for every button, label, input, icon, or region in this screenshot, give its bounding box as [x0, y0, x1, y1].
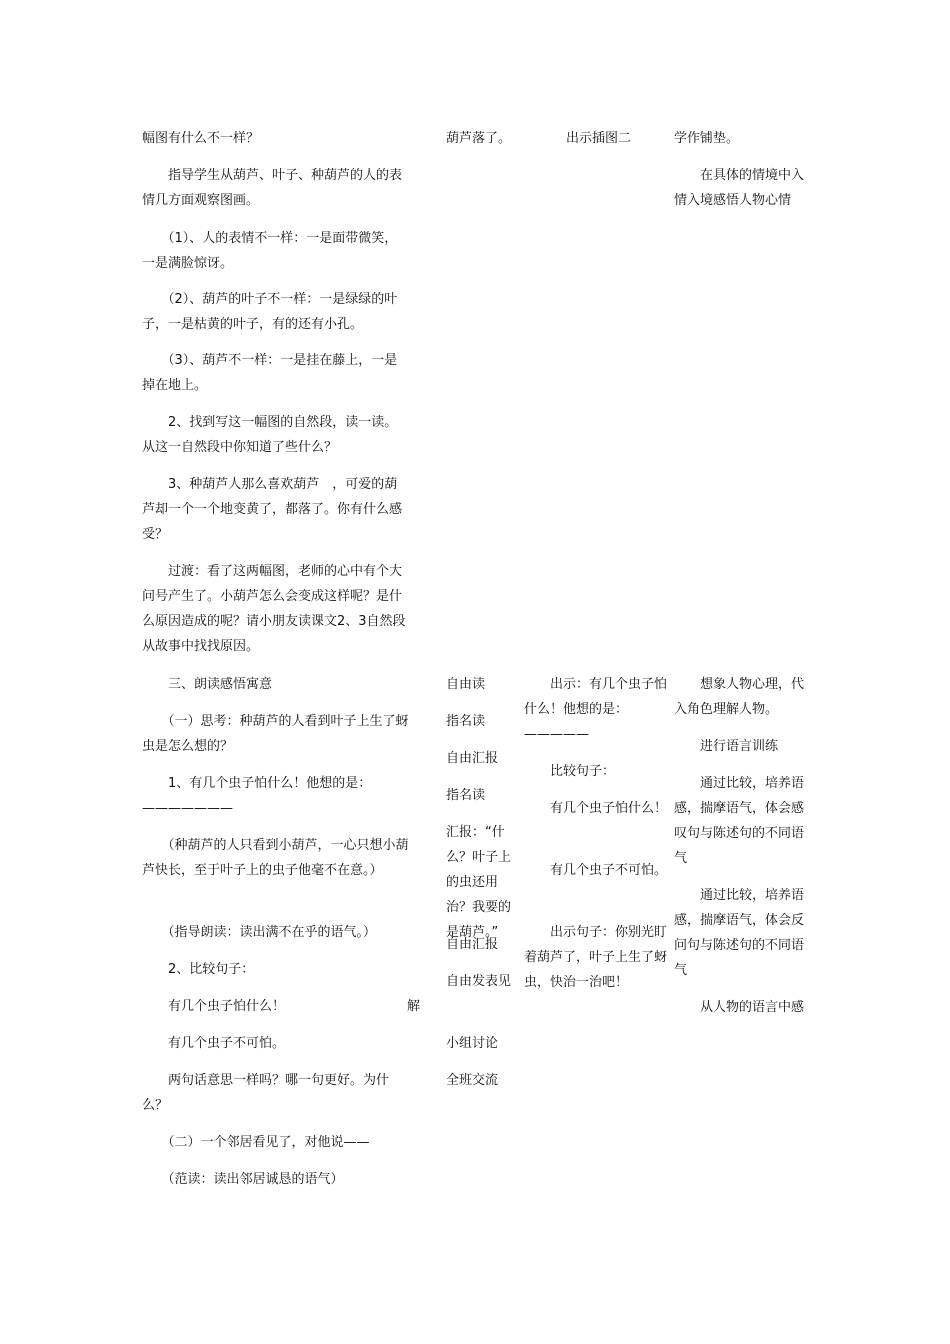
paragraph: 有几个虫子怕什么！ [142, 999, 286, 1014]
student-activity: 葫芦落了。 [446, 131, 512, 146]
teacher-activity: 比较句子： [524, 764, 616, 779]
paragraph: （2）、葫芦的叶子不一样：一是绿绿的叶子，一是枯黄的叶子，有的还有小孔。 [142, 292, 398, 332]
design-intent: 通过比较，培养语感，揣摩语气，体会反问句与陈述句的不同语气 [674, 888, 805, 978]
paragraph: （1）、人的表情不一样：一是面带微笑，一是满脸惊讶。 [142, 231, 398, 271]
section-heading: 三、朗读感悟寓意 [142, 677, 273, 692]
paragraph: （指导朗读：读出满不在乎的语气。） [142, 925, 377, 940]
paragraph: 有几个虫子不可怕。 [142, 1036, 286, 1051]
teacher-activity: 有几个虫子不可怕。 [524, 863, 668, 878]
paragraph: （二）一个邻居看见了，对他说—— [142, 1135, 370, 1150]
student-activity: 自由读 [446, 677, 486, 692]
paragraph: （一）思考：种葫芦的人看到叶子上生了蚜虫是怎么想的？ [142, 714, 409, 754]
student-activity: 指名读 [446, 714, 486, 729]
overflow-character: 解 [407, 999, 421, 1014]
paragraph: （范读：读出邻居诚恳的语气） [142, 1172, 344, 1187]
teacher-activity: 出示句子：你别光盯着葫芦了，叶子上生了蚜虫，快治一治吧！ [524, 925, 668, 990]
teacher-activity: 有几个虫子怕什么！ [524, 801, 668, 816]
student-activity: 小组讨论 [446, 1036, 499, 1051]
paragraph: 两句话意思一样吗？哪一句更好。为什么？ [142, 1073, 390, 1113]
design-intent: 进行语言训练 [674, 739, 779, 754]
design-intent: 学作铺垫。 [674, 131, 740, 146]
paragraph: 2、比较句子： [142, 962, 255, 977]
paragraph: 1、有几个虫子怕什么！他想的是：——————— [142, 776, 372, 816]
design-intent: 在具体的情境中入情入境感悟人物心情 [674, 168, 805, 208]
student-activity: 自由发表见 [446, 974, 512, 989]
student-activity: 指名读 [446, 788, 486, 803]
paragraph: （种葫芦的人只看到小葫芦，一心只想小葫芦快长，至于叶子上的虫子他毫不在意。） [142, 838, 409, 878]
paragraph: 幅图有什么不一样？ [142, 131, 260, 146]
student-activity: 汇报：“什么？叶子上的虫还用治？我要的是葫芦。” [446, 825, 512, 940]
student-activity: 自由汇报 [446, 937, 499, 952]
design-intent: 想象人物心理，代入角色理解人物。 [674, 677, 805, 717]
paragraph: 2、找到写这一幅图的自然段，读一读。从这一自然段中你知道了些什么？ [142, 415, 398, 455]
paragraph: 过渡：看了这两幅图，老师的心中有个大问号产生了。小葫芦怎么会变成这样呢？是什么原因造成的呢？请小朋友读课文2、3自然段从故事中找找原因。 [142, 564, 406, 654]
student-activity: 全班交流 [446, 1073, 499, 1088]
design-intent: 从人物的语言中感 [674, 1000, 805, 1015]
teacher-activity: 出示：有几个虫子怕什么！他想的是：————— [524, 677, 668, 742]
design-intent: 通过比较，培养语感，揣摩语气，体会感叹句与陈述句的不同语气 [674, 776, 805, 866]
paragraph: 指导学生从葫芦、叶子、种葫芦的人的表情几方面观察图画。 [142, 168, 403, 208]
teacher-activity: 出示插图二 [540, 131, 632, 146]
student-activity: 自由汇报 [446, 751, 499, 766]
paragraph: 3、种葫芦人那么喜欢葫芦 ，可爱的葫芦却一个一个地变黄了，都落了。你有什么感受？ [142, 477, 403, 542]
paragraph: （3）、葫芦不一样：一是挂在藤上，一是掉在地上。 [142, 353, 398, 393]
